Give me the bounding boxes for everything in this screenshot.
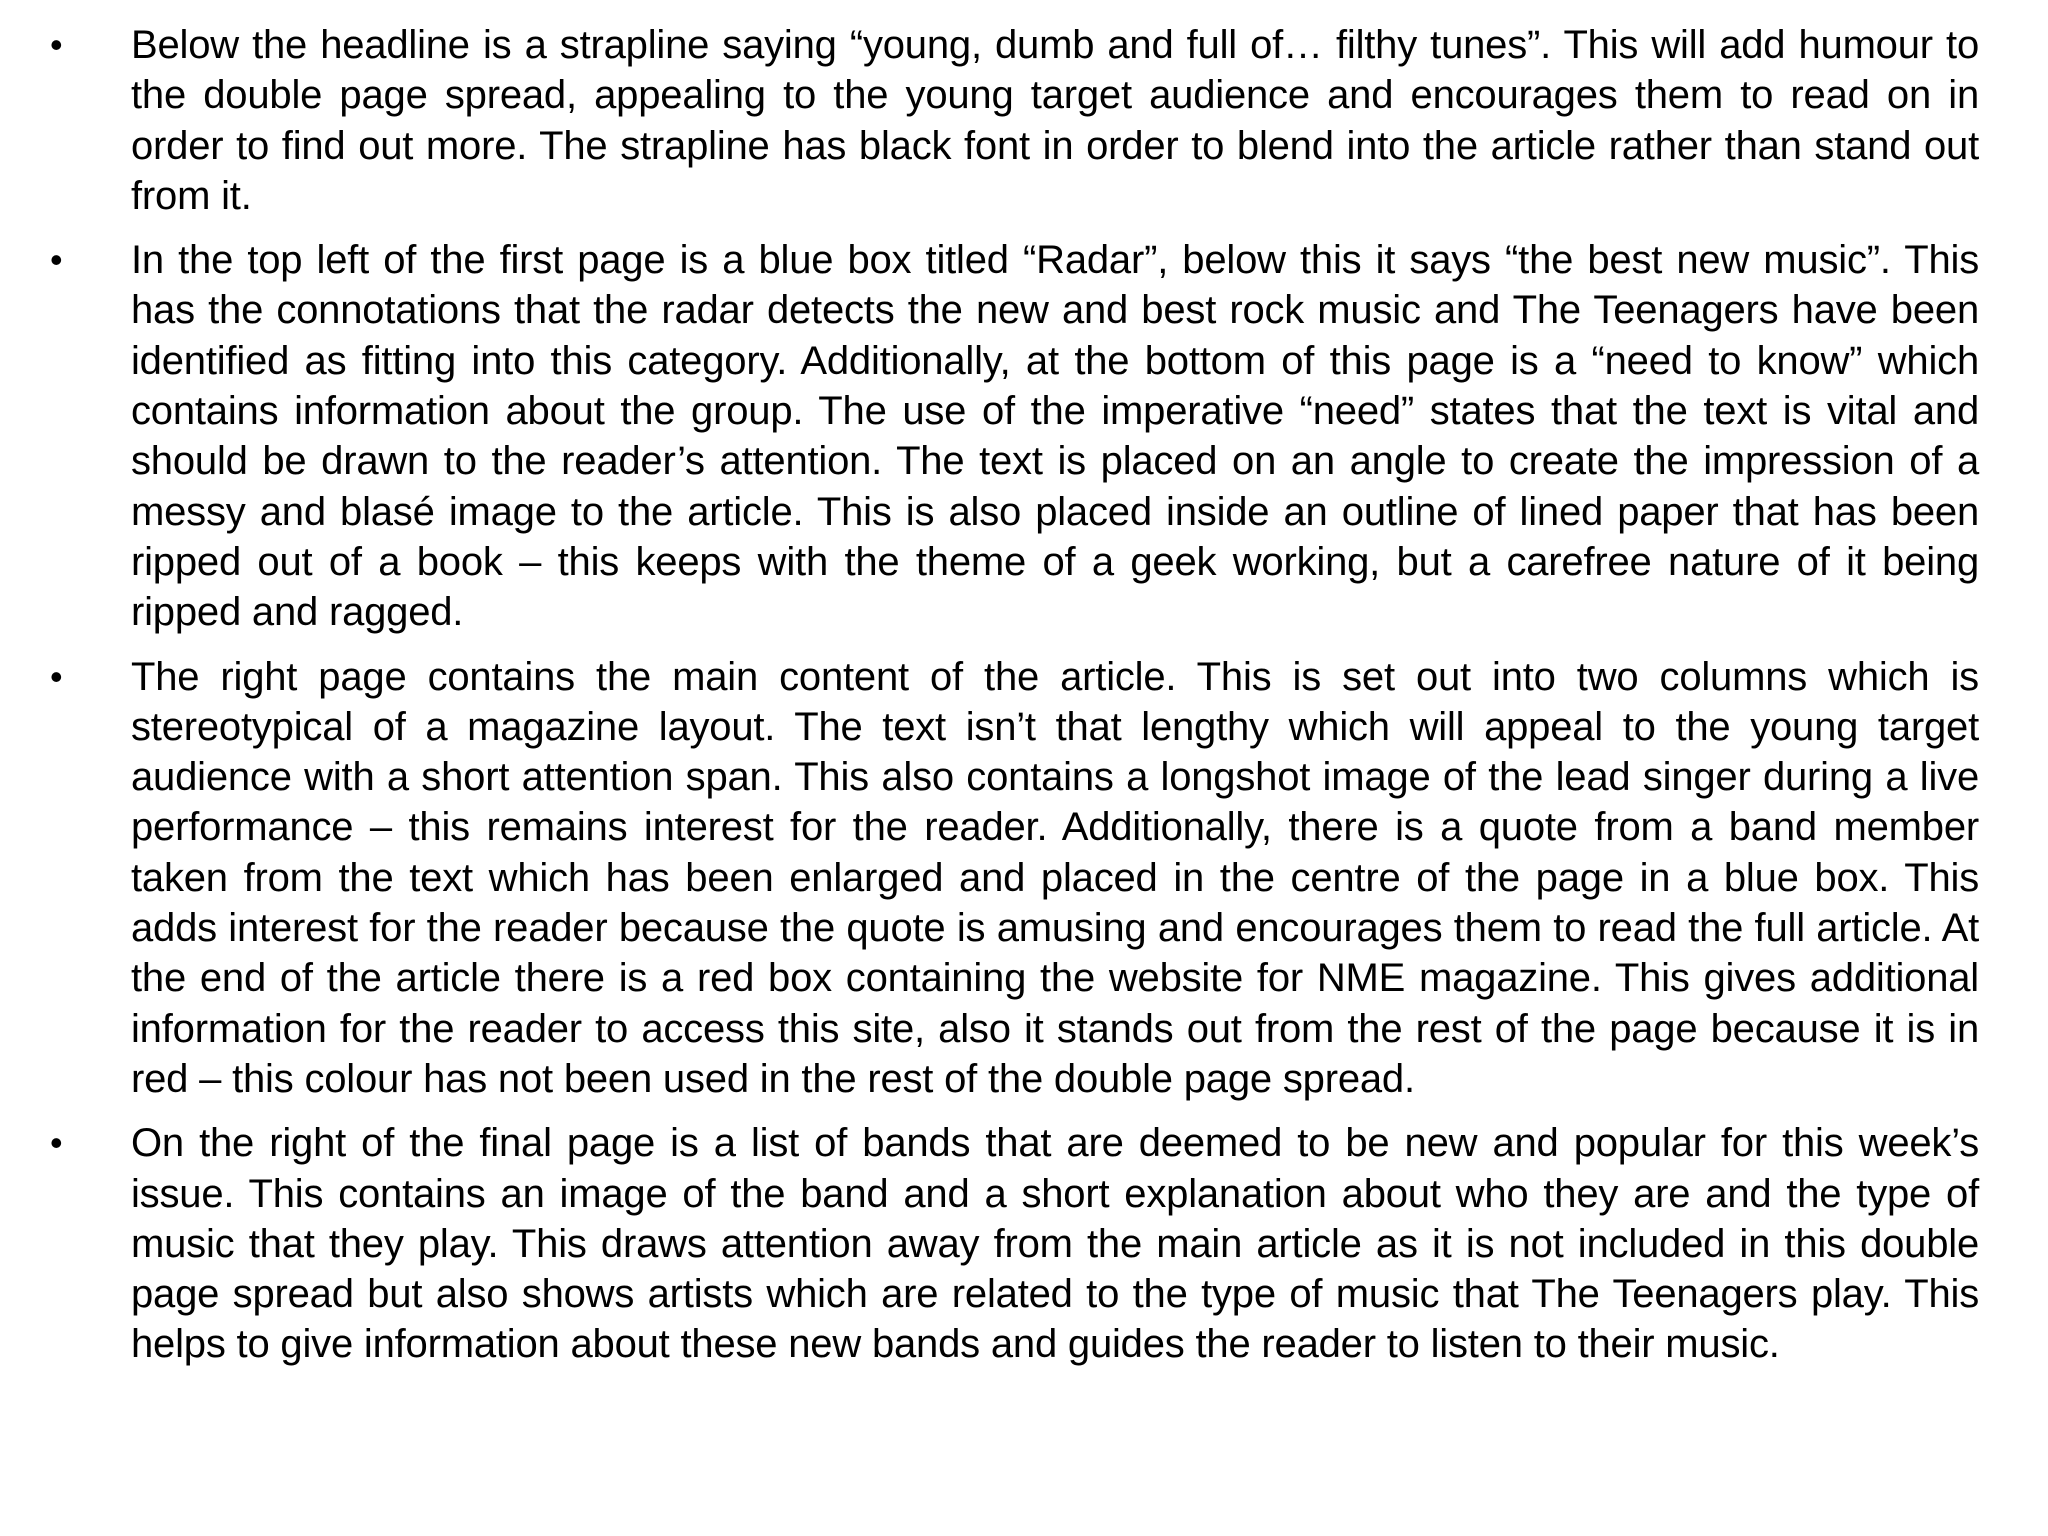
- analysis-bullet-list: [0, 20, 2048, 1384]
- bullet-text-right-page: The right page contains the main content of the article. This is set out into two columns which is stereotypical of a magazine layout. The text isn’t that lengthy which will appeal to the young target audience with a short attention span. This also contains a longshot image of the lead singer during a live performance – this remains interest for the reader. Additionally, there is a quote from a band member taken from the text which has been enlarged and placed in the centre of the page in a blue box. This adds interest for the reader because the quote is amusing and encourages them to read the full article. At the end of the article there is a red box containing the website for NME magazine. This gives additional information for the reader to access this site, also it stands out from the rest of the page because it is in red – this colour has not been used in the rest of the double page spread.: [131, 654, 1979, 1101]
- bullet-dot-icon: •: [50, 1122, 63, 1164]
- bullet-text-strapline: Below the headline is a strapline saying “young, dumb and full of… filthy tunes”. This will add humour to the double page spread, appealing to the young target audience and encourages them to read on in order to find out more. The strapline has black font in order to blend into the article rather than stand out from it.: [131, 23, 1979, 218]
- bullet-text-radar: In the top left of the first page is a blue box titled “Radar”, below this it says “the best new music”. This has the connotations that the radar detects the new and best rock music and The Teenagers have been identified as fitting into this category. Additionally, at the bottom of this page is a “need to know” which contains information about the group. The use of the imperative “need” states that the text is vital and should be drawn to the reader’s attention. The text is placed on an angle to create the impression of a messy and blasé image to the article. This is also placed inside an outline of lined paper that has been ripped out of a book – this keeps with the theme of a geek working, but a carefree nature of it being ripped and ragged.: [131, 238, 1979, 635]
- bullet-dot-icon: •: [50, 239, 63, 281]
- bullet-item-right-page: [0, 652, 2048, 1105]
- bullet-text-final-page: On the right of the final page is a list of bands that are deemed to be new and popular for this week’s issue. This contains an image of the band and a short explanation about who they are and the type of music that they play. This draws attention away from the main article as it is not included in this double page spread but also shows artists which are related to the type of music that The Teenagers play. This helps to give information about these new bands and guides the reader to listen to their music.: [131, 1121, 1979, 1367]
- bullet-item-final-page: [0, 1118, 2048, 1369]
- bullet-dot-icon: •: [50, 655, 63, 697]
- bullet-dot-icon: •: [50, 24, 63, 65]
- bullet-item-strapline: [0, 20, 2048, 221]
- bullet-item-radar: [0, 235, 2048, 637]
